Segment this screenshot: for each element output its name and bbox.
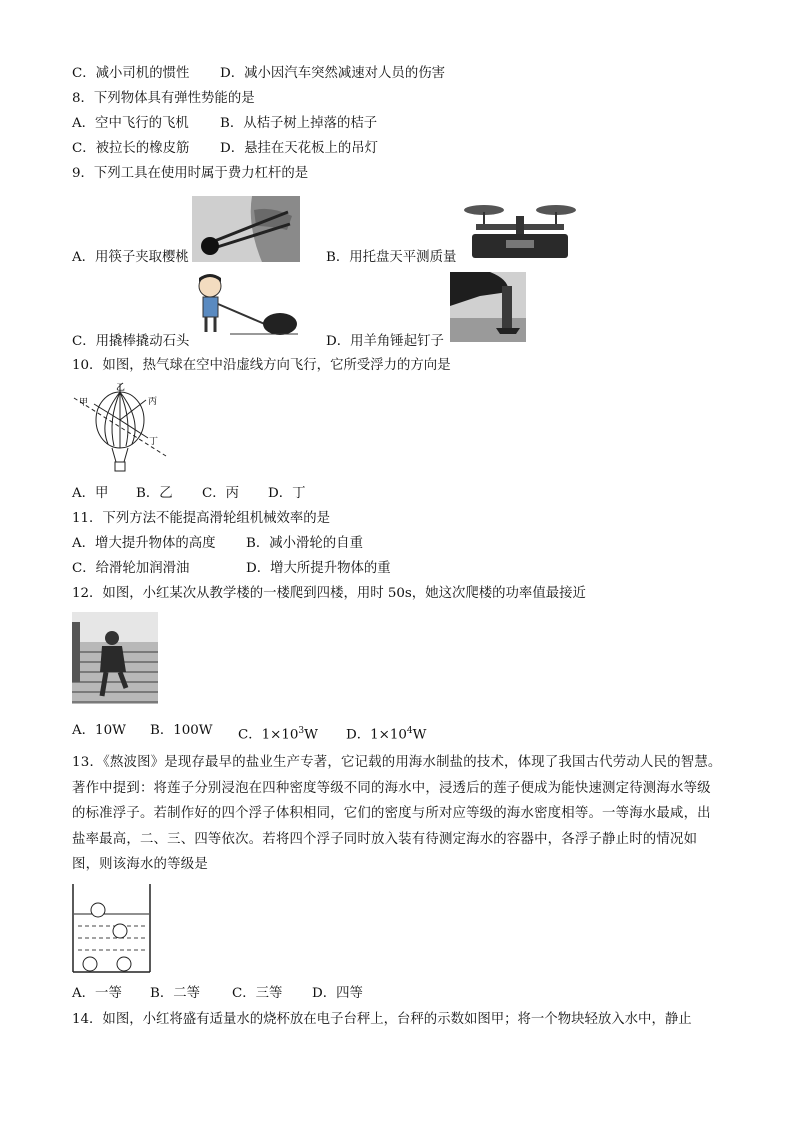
option-q13-a: A．一等 bbox=[72, 986, 122, 1001]
balloon-label-bing: 丙 bbox=[148, 397, 158, 407]
question-14: 14．如图，小红将盛有适量水的烧杯放在电子台秤上，台秤的示数如图甲；将一个物块轻放入水中，静止 bbox=[72, 1012, 692, 1027]
option-q11-d: D．增大所提升物体的重 bbox=[246, 561, 391, 576]
question-8: 8．下列物体具有弹性势能的是 bbox=[72, 91, 255, 106]
floats-container-diagram bbox=[72, 884, 152, 974]
option-q13-c: C．三等 bbox=[232, 986, 283, 1001]
option-q8-d: D．悬挂在天花板上的吊灯 bbox=[220, 141, 379, 156]
option-q12-b: B．100W bbox=[150, 723, 213, 738]
option-q8-c: C．被拉长的橡皮筋 bbox=[72, 141, 190, 156]
balloon-label-jia: 甲 bbox=[79, 398, 89, 408]
option-q8-b: B．从桔子树上掉落的桔子 bbox=[220, 116, 378, 131]
option-q12-d: D．$1\times 10^4W$ bbox=[346, 726, 427, 743]
option-q12-a: A．10W bbox=[72, 723, 126, 738]
option-q9-c: C．用撬棒撬动石头 bbox=[72, 334, 190, 349]
option-q9-b: B．用托盘天平测质量 bbox=[326, 250, 457, 265]
option-q11-b: B．减小滑轮的自重 bbox=[246, 536, 363, 551]
balloon-label-ding: 丁 bbox=[149, 437, 159, 447]
option-q11-c: C．给滑轮加润滑油 bbox=[72, 561, 190, 576]
stairs-photo bbox=[72, 612, 158, 704]
chopsticks-image bbox=[192, 196, 300, 262]
claw-hammer-image bbox=[450, 272, 526, 342]
option-q7-d: D．减小因汽车突然减速对人员的伤害 bbox=[220, 66, 445, 81]
option-q13-d: D．四等 bbox=[312, 986, 363, 1001]
option-q8-a: A．空中飞行的飞机 bbox=[72, 116, 189, 131]
question-9: 9．下列工具在使用时属于费力杠杆的是 bbox=[72, 166, 309, 181]
balance-image bbox=[462, 198, 578, 260]
option-q10-d: D．丁 bbox=[268, 486, 306, 501]
option-q13-b: B．二等 bbox=[150, 986, 201, 1001]
option-q10-b: B．乙 bbox=[136, 486, 173, 501]
option-q9-a: A．用筷子夹取樱桃 bbox=[72, 250, 189, 265]
crowbar-image bbox=[194, 272, 298, 342]
option-q10-a: A．甲 bbox=[72, 486, 109, 501]
option-q7-c: C．减小司机的惯性 bbox=[72, 66, 190, 81]
question-12: 12．如图，小红某次从教学楼的一楼爬到四楼，用时 50s，她这次爬楼的功率值最接近 bbox=[72, 586, 586, 601]
option-q9-d: D．用羊角锤起钉子 bbox=[326, 334, 444, 349]
question-10: 10．如图，热气球在空中沿虚线方向飞行，它所受浮力的方向是 bbox=[72, 358, 451, 373]
balloon-label-yi: 乙 bbox=[116, 383, 126, 393]
option-q10-c: C．丙 bbox=[202, 486, 240, 501]
question-11: 11．下列方法不能提高滑轮组机械效率的是 bbox=[72, 511, 331, 526]
option-q12-c: C．$1\times 10^3W$ bbox=[238, 726, 318, 743]
question-13: 13．《熬波图》是现存最早的盐业生产专著，它记载的用海水制盐的技术，体现了我国古代劳动人民的智慧。著作中提到：将莲子分别浸泡在四种密度等级不同的海水中，浸透后的莲子便成为能快速测定待测海水等级的标准浮子。若制作好的四个浮子体积相同，它们的密度与所对应等级的海水密度相等。一等海水最咸，出盐率最高，二、三、四等依次。若将四个浮子同时放入装有待测定海水的容器中，各浮子静止时的情况如图，则该海水的等级是 bbox=[72, 755, 722, 872]
option-q11-a: A．增大提升物体的高度 bbox=[72, 536, 216, 551]
hot-air-balloon-diagram bbox=[72, 380, 172, 476]
